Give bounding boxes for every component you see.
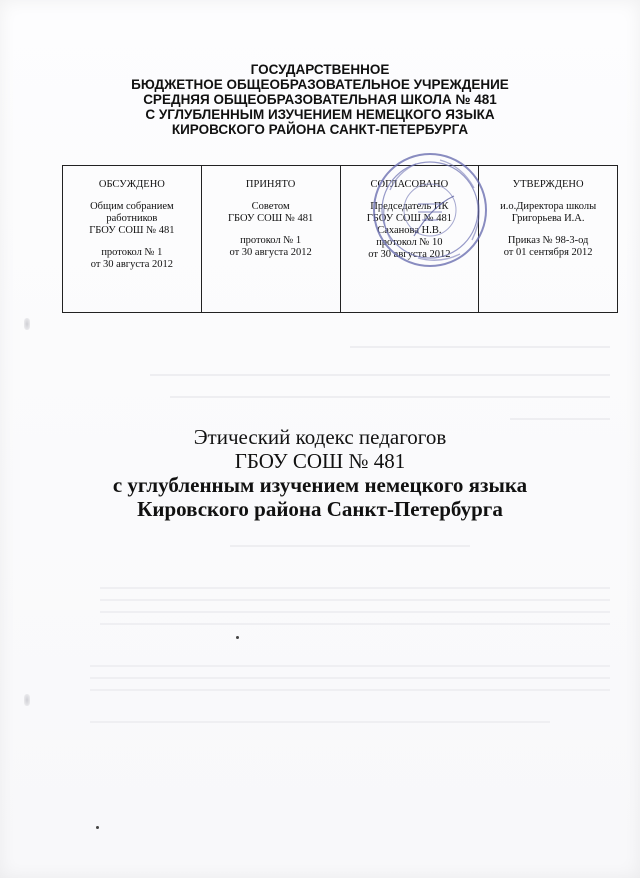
approval-signatory: Григорьева И.А. [511,213,585,224]
approval-date: от 30 августа 2012 [368,249,451,260]
approval-body: Председатель ПК [370,201,449,212]
approval-protocol: протокол № 1 [240,235,302,246]
approval-protocol: протокол № 1 [101,247,163,258]
approval-protocol: Приказ № 98-3-од [507,235,589,246]
institution-header [0,62,640,137]
stray-dot [96,826,99,829]
approval-heading: СОГЛАСОВАНО [370,179,449,190]
stray-dot [236,636,239,639]
approval-cell-discussed [63,166,202,313]
approval-row [63,166,618,313]
header-line: ГОСУДАРСТВЕННОЕ [250,62,390,77]
approval-body: работников [106,213,158,224]
header-line: С УГЛУБЛЕННЫМ ИЗУЧЕНИЕМ НЕМЕЦКОГО ЯЗЫКА [145,107,495,122]
title-line: с углубленным изучением немецкого языка [112,473,528,497]
approval-cell-accepted [201,166,340,313]
approval-heading: УТВЕРЖДЕНО [512,179,584,190]
approval-protocol: протокол № 10 [376,237,443,248]
title-line: Кировского района Санкт-Петербурга [137,497,503,521]
document-title [0,425,640,521]
header-line: КИРОВСКОГО РАЙОНА САНКТ-ПЕТЕРБУРГА [171,122,469,137]
approval-date: от 01 сентября 2012 [503,247,593,258]
approval-date: от 30 августа 2012 [90,259,174,270]
punch-hole-mark [24,694,30,706]
approval-body: Общим собранием [90,201,174,212]
approval-cell-agreed [340,166,479,313]
title-line: Этический кодекс педагогов [193,425,447,449]
header-line: СРЕДНЯЯ ОБЩЕОБРАЗОВАТЕЛЬНАЯ ШКОЛА № 481 [143,92,497,107]
punch-hole-mark [24,318,30,330]
approval-body: ГБОУ СОШ № 481 [89,225,175,236]
approval-table [62,165,618,313]
header-line: БЮДЖЕТНОЕ ОБЩЕОБРАЗОВАТЕЛЬНОЕ УЧРЕЖДЕНИЕ [131,77,509,92]
approval-signatory: Саханова Н.В. [377,225,442,236]
approval-cell-approved [479,166,618,313]
approval-heading: ПРИНЯТО [245,179,296,190]
approval-heading: ОБСУЖДЕНО [98,179,165,190]
bleed-through-texture-lower [90,545,610,765]
approval-body: Советом [251,201,290,212]
approval-date: от 30 августа 2012 [229,247,312,258]
approval-body: ГБОУ СОШ № 481 [227,213,314,224]
approval-body: ГБОУ СОШ № 481 [366,213,453,224]
title-line: ГБОУ СОШ № 481 [234,449,406,473]
approval-body: и.о.Директора школы [500,201,597,212]
